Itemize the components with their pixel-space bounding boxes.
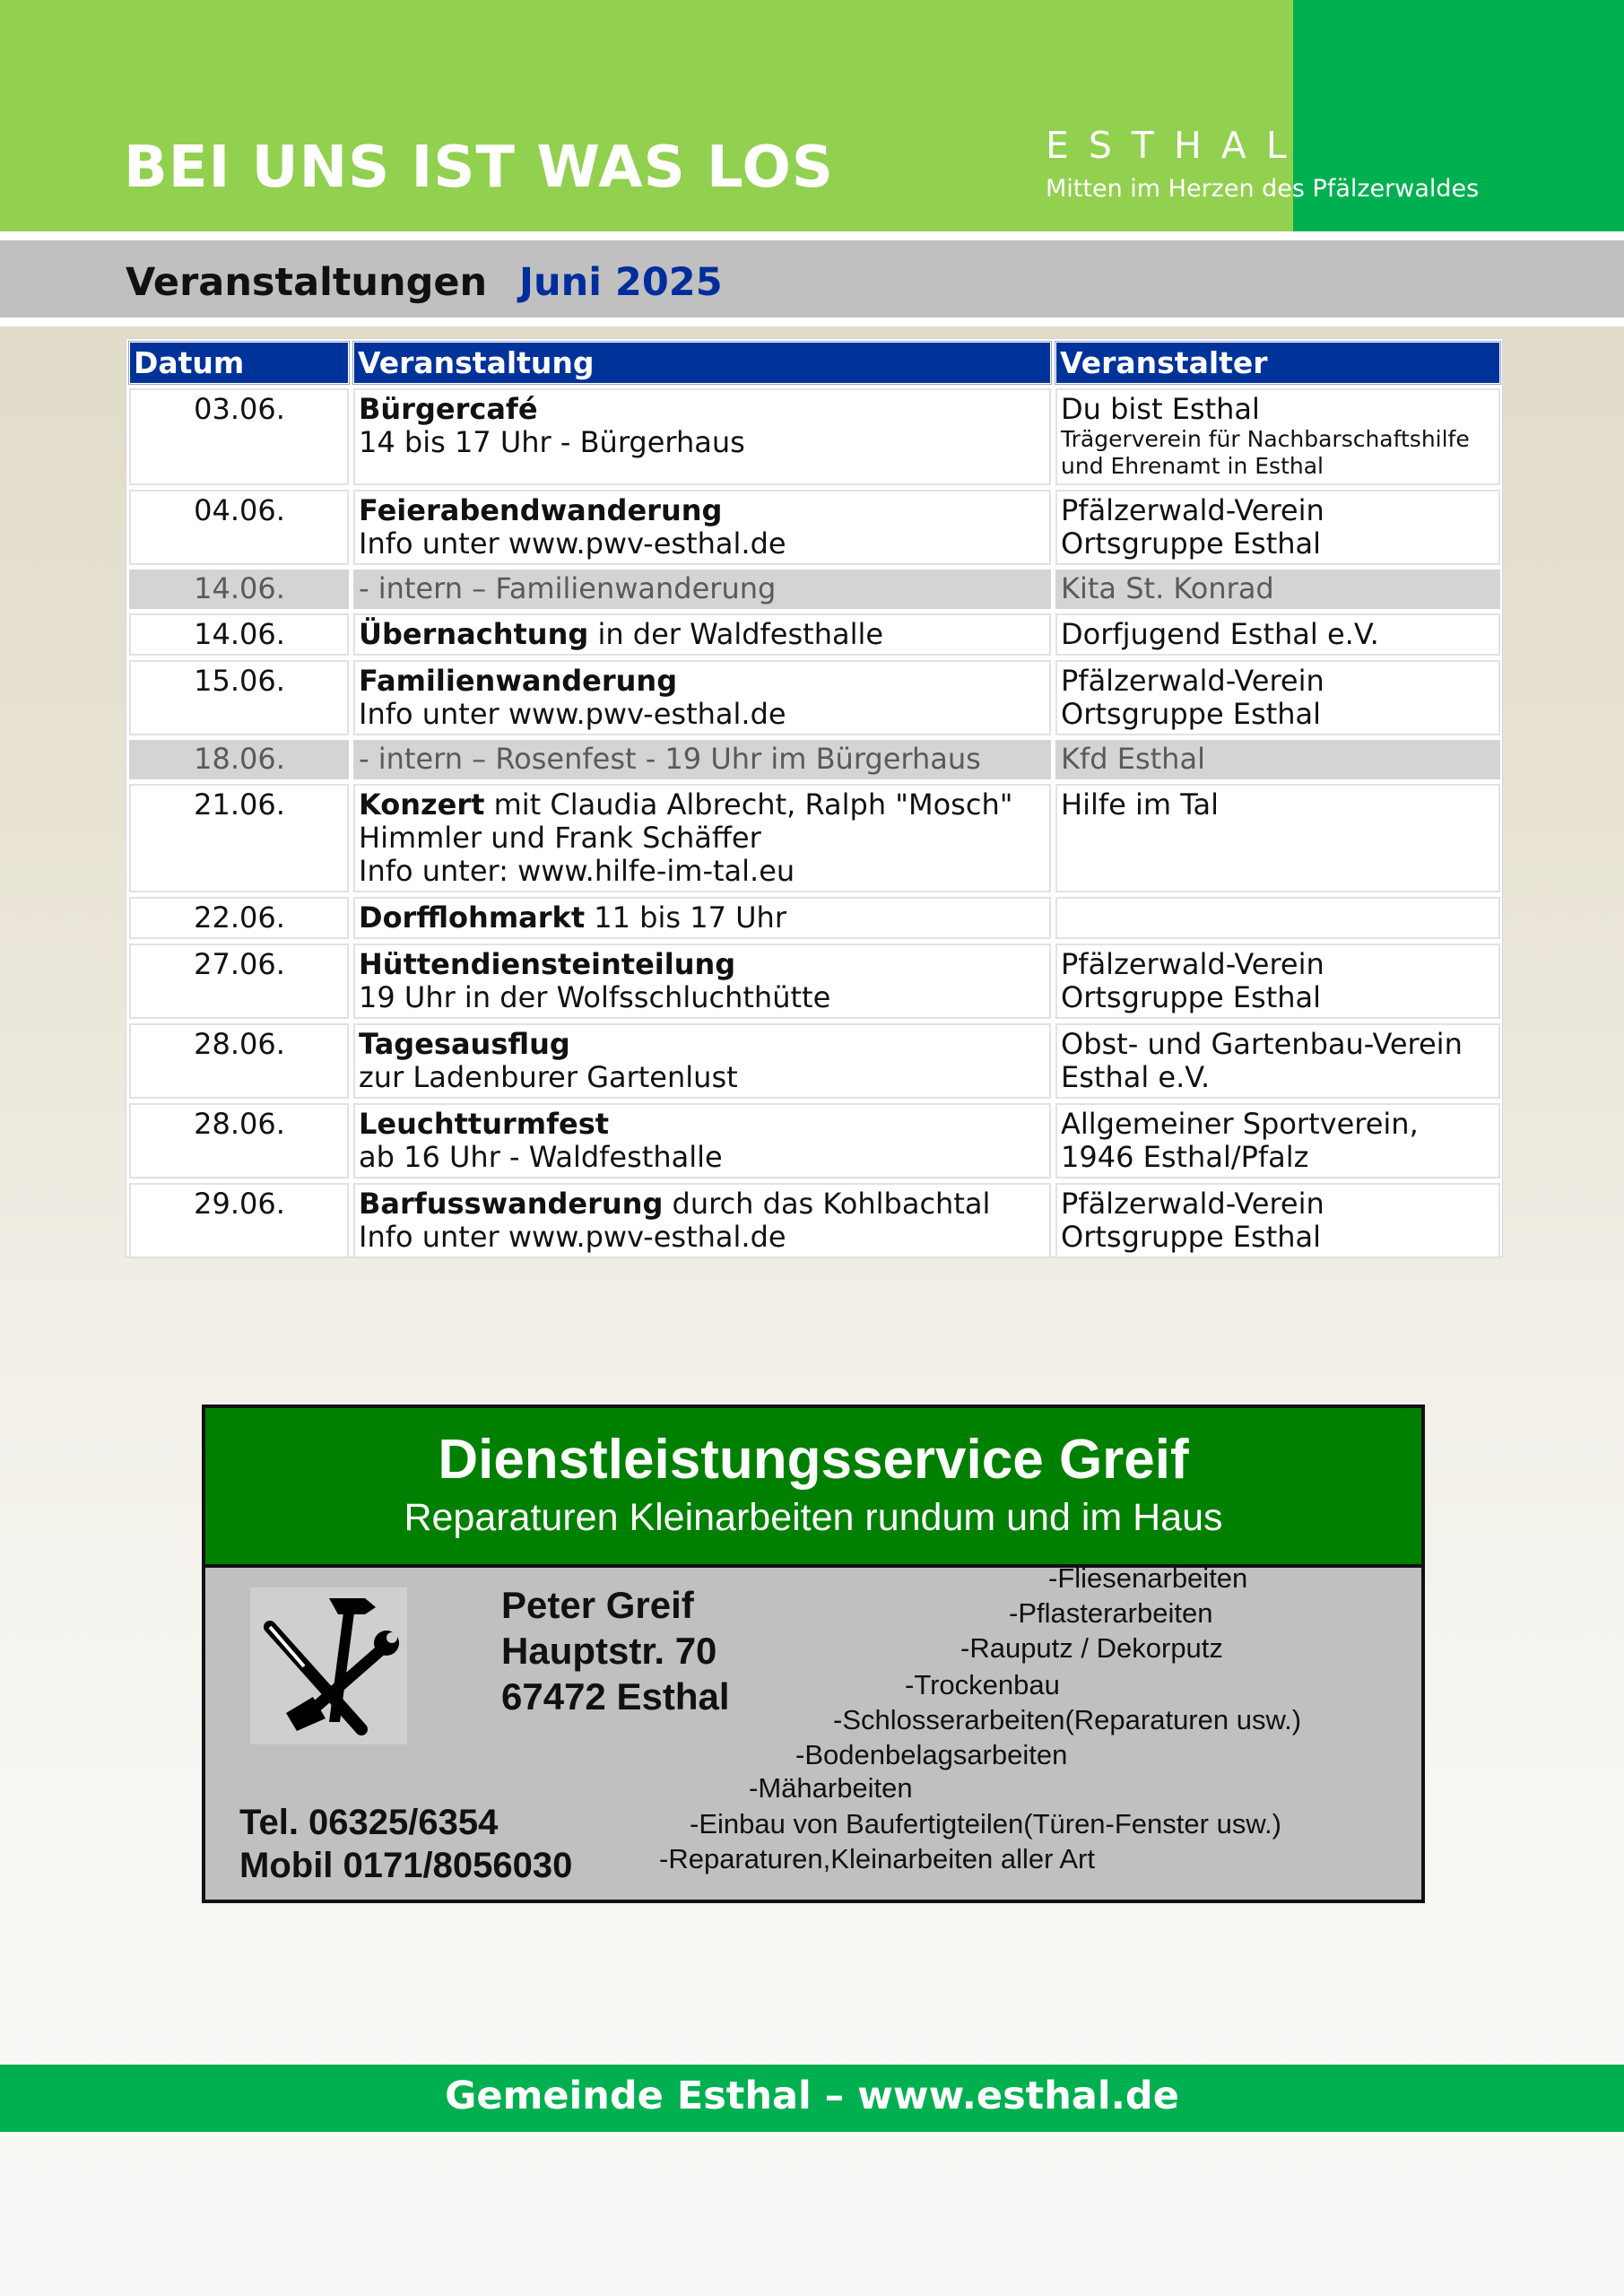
event-organizer	[1055, 897, 1500, 939]
organizer-name: Ortsgruppe Esthal	[1061, 697, 1322, 731]
footer-text: Gemeinde Esthal – www.esthal.de	[445, 2074, 1179, 2118]
event-organizer: Kfd Esthal	[1055, 740, 1500, 779]
event-description	[353, 660, 1051, 735]
event-title: Bürgercafé	[359, 392, 538, 426]
event-date: 29.06.	[129, 1183, 349, 1258]
event-detail: in der Waldfesthalle	[588, 617, 884, 651]
event-detail: 14 bis 17 Uhr - Bürgerhaus	[359, 425, 745, 459]
event-organizer	[1055, 1023, 1500, 1099]
table-row	[129, 388, 1500, 485]
advertisement-box	[202, 1405, 1425, 1903]
event-title: Hüttendiensteinteilung	[359, 947, 736, 981]
table-row	[129, 897, 1500, 939]
event-detail: mit Claudia Albrecht, Ralph "Mosch"	[484, 787, 1013, 822]
event-detail: zur Ladenburer Gartenlust	[359, 1060, 738, 1094]
event-description	[353, 490, 1051, 565]
event-date: 22.06.	[129, 897, 349, 939]
table-row	[129, 944, 1500, 1019]
event-detail: Info unter www.pwv-esthal.de	[359, 697, 786, 731]
event-detail: ab 16 Uhr - Waldfesthalle	[359, 1140, 723, 1174]
ad-mobile: Mobil 0171/8056030	[239, 1846, 573, 1885]
organizer-name: Esthal e.V.	[1061, 1060, 1211, 1094]
event-organizer	[1055, 490, 1500, 565]
organizer-name: Pfälzerwald-Verein	[1061, 493, 1324, 527]
event-title: Übernachtung	[359, 617, 589, 651]
event-description	[353, 897, 1051, 939]
event-description: - intern – Familienwanderung	[353, 570, 1051, 609]
organizer-name: Ortsgruppe Esthal	[1061, 526, 1322, 561]
table-header-row	[129, 342, 1500, 384]
event-organizer	[1055, 1103, 1500, 1178]
event-description	[353, 388, 1051, 485]
event-description	[353, 613, 1051, 656]
event-date: 18.06.	[129, 740, 349, 779]
event-date: 28.06.	[129, 1023, 349, 1099]
ad-service-item: -Trockenbau	[905, 1669, 1060, 1700]
event-detail: 11 bis 17 Uhr	[585, 900, 786, 935]
event-detail: Info unter www.pwv-esthal.de	[359, 526, 786, 561]
organizer-name: Pfälzerwald-Verein	[1061, 1187, 1324, 1221]
ad-title: Dienstleistungsservice Greif	[438, 1429, 1189, 1491]
organizer-name: Allgemeiner Sportverein,	[1061, 1107, 1419, 1141]
tools-icon	[250, 1587, 407, 1744]
ad-phone: Tel. 06325/6354	[239, 1803, 499, 1842]
event-organizer: Kita St. Konrad	[1055, 570, 1500, 609]
events-table	[125, 337, 1505, 1263]
event-description: - intern – Rosenfest - 19 Uhr im Bürgerhaus	[353, 740, 1051, 779]
event-organizer	[1055, 388, 1500, 485]
ad-service-item: -Mäharbeiten	[749, 1772, 913, 1804]
event-organizer: Dorfjugend Esthal e.V.	[1055, 613, 1500, 656]
event-title: Dorfflohmarkt	[359, 900, 586, 935]
brand-name: ESTHAL	[1046, 124, 1307, 167]
event-organizer: Hilfe im Tal	[1055, 784, 1500, 892]
column-header-event: Veranstaltung	[353, 342, 1051, 384]
event-detail: Info unter www.pwv-esthal.de	[359, 1220, 786, 1254]
organizer-name: Pfälzerwald-Verein	[1061, 947, 1324, 981]
event-title: Familienwanderung	[359, 664, 678, 698]
table-row-internal	[129, 740, 1500, 779]
event-detail: Himmler und Frank Schäffer	[359, 821, 761, 855]
event-detail: Info unter: www.hilfe-im-tal.eu	[359, 854, 795, 888]
ad-city: 67472 Esthal	[501, 1675, 730, 1718]
ad-street: Hauptstr. 70	[501, 1630, 717, 1672]
event-detail: 19 Uhr in der Wolfsschluchthütte	[359, 980, 831, 1014]
page-title: BEI UNS IST WAS LOS	[124, 135, 834, 201]
ad-contact-name: Peter Greif	[501, 1584, 694, 1626]
ad-tagline: Reparaturen Kleinarbeiten rundum und im Haus	[404, 1496, 1223, 1539]
table-row	[129, 1103, 1500, 1178]
ad-service-item: -Reparaturen,Kleinarbeiten aller Art	[659, 1843, 1095, 1874]
brand-tagline: Mitten im Herzen des Pfälzerwaldes	[1046, 175, 1480, 203]
table-row	[129, 1183, 1500, 1258]
event-organizer	[1055, 660, 1500, 735]
event-date: 21.06.	[129, 784, 349, 892]
organizer-name: Ortsgruppe Esthal	[1061, 1220, 1322, 1254]
event-description	[353, 1103, 1051, 1178]
organizer-name: Du bist Esthal	[1061, 392, 1260, 426]
divider	[0, 231, 1624, 240]
event-description	[353, 1183, 1051, 1258]
event-date: 28.06.	[129, 1103, 349, 1178]
table-row	[129, 1023, 1500, 1099]
table-row	[129, 660, 1500, 735]
column-header-organizer: Veranstalter	[1055, 342, 1500, 384]
organizer-name: Ortsgruppe Esthal	[1061, 980, 1322, 1014]
table-row	[129, 784, 1500, 892]
event-date: 03.06.	[129, 388, 349, 485]
event-title: Konzert	[359, 787, 485, 822]
event-title: Feierabendwanderung	[359, 493, 723, 527]
section-month: Juni 2025	[519, 260, 723, 305]
event-detail: durch das Kohlbachtal	[663, 1187, 991, 1221]
event-title: Leuchtturmfest	[359, 1107, 610, 1141]
event-description	[353, 1023, 1051, 1099]
organizer-detail: Trägerverein für Nachbarschaftshilfe	[1061, 426, 1470, 452]
column-header-date: Datum	[129, 342, 349, 384]
event-description	[353, 784, 1051, 892]
organizer-name: Obst- und Gartenbau-Verein	[1061, 1027, 1463, 1061]
ad-header	[205, 1408, 1421, 1568]
table-row	[129, 490, 1500, 565]
event-date: 14.06.	[129, 570, 349, 609]
event-date: 14.06.	[129, 613, 349, 656]
organizer-detail: und Ehrenamt in Esthal	[1061, 453, 1324, 479]
ad-service-item: -Rauputz / Dekorputz	[960, 1632, 1223, 1664]
event-date: 15.06.	[129, 660, 349, 735]
event-date: 27.06.	[129, 944, 349, 1019]
table-row-internal	[129, 570, 1500, 609]
event-title: Tagesausflug	[359, 1027, 570, 1061]
section-title: Veranstaltungen	[126, 260, 488, 305]
event-title: Barfusswanderung	[359, 1187, 664, 1221]
event-date: 04.06.	[129, 490, 349, 565]
event-description	[353, 944, 1051, 1019]
ad-service-item: -Pflasterarbeiten	[1009, 1597, 1213, 1629]
table-row	[129, 613, 1500, 656]
ad-service-item: -Fliesenarbeiten	[1048, 1562, 1248, 1594]
organizer-name: 1946 Esthal/Pfalz	[1061, 1140, 1309, 1174]
ad-service-item: -Einbau von Baufertigteilen(Türen-Fenster usw.)	[690, 1808, 1281, 1839]
divider	[0, 317, 1624, 326]
event-organizer	[1055, 1183, 1500, 1258]
organizer-name: Pfälzerwald-Verein	[1061, 664, 1324, 698]
event-organizer	[1055, 944, 1500, 1019]
ad-service-item: -Bodenbelagsarbeiten	[795, 1739, 1068, 1770]
ad-service-item: -Schlosserarbeiten(Reparaturen usw.)	[833, 1704, 1302, 1735]
